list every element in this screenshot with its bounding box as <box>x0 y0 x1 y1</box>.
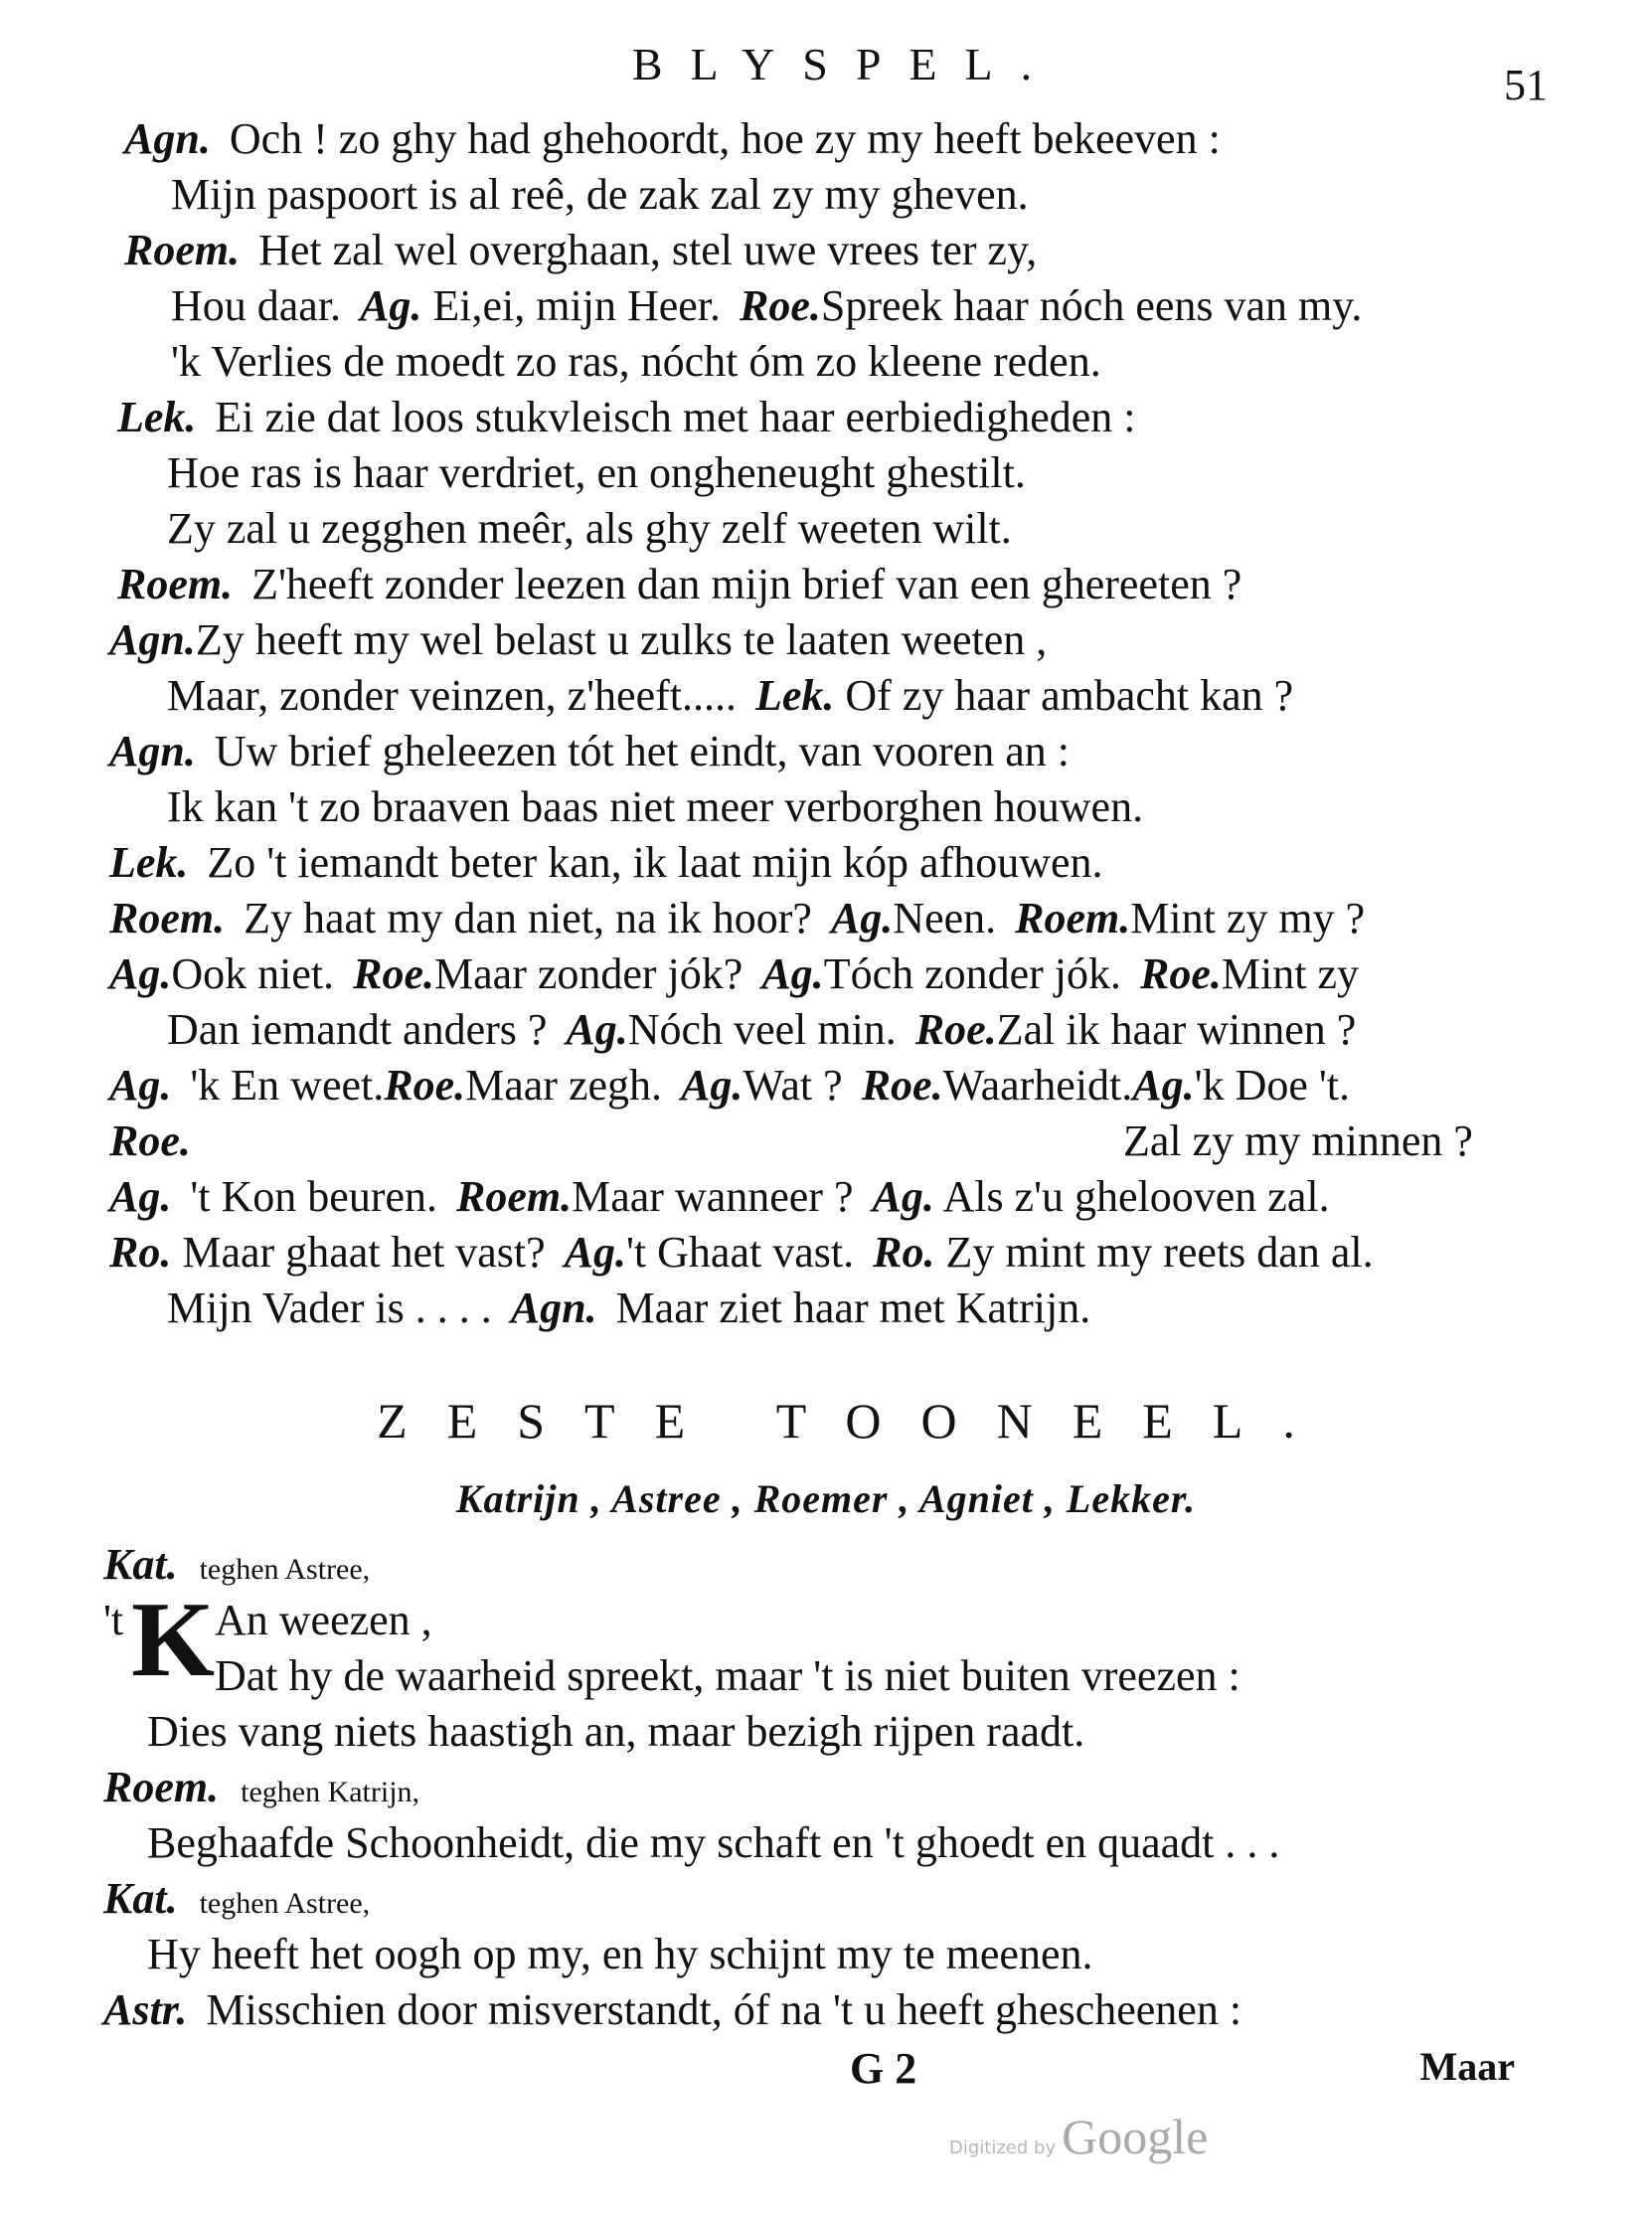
verse-text: 'k En weet. <box>190 1061 385 1110</box>
verse-text: Dan iemandt anders ? <box>167 1005 548 1054</box>
verse-text: Misschien door misverstandt, óf na 't u heeft ghescheenen : <box>206 1985 1242 2034</box>
verse-text: Waarheidt. <box>942 1061 1133 1110</box>
verse-text: Nóch veel min. <box>627 1005 897 1054</box>
speaker-label: Ag. <box>360 281 422 330</box>
speaker-label: Lek. <box>117 393 197 441</box>
verse-line <box>109 1058 1350 1113</box>
verse-text: 't Kon beuren. <box>190 1172 437 1221</box>
verse-text: Ei zie dat loos stukvleisch met haar eerbiedigheden : <box>215 393 1136 441</box>
verse-line <box>171 334 1101 390</box>
verse-text: Als z'u ghelooven zal. <box>942 1172 1330 1221</box>
verse-text: Zy heeft my wel belast u zulks te laaten weeten , <box>195 615 1048 664</box>
verse-text: Beghaafde Schoonheidt, die my schaft en 't ghoedt en quaadt . . . <box>147 1818 1280 1867</box>
verse-line <box>103 1871 370 1932</box>
verse-text: Spreek haar nóch eens van my. <box>820 281 1363 330</box>
speaker-label: Ag. <box>761 949 824 998</box>
speaker-label: Roem. <box>103 1763 220 1811</box>
speaker-label: Roe. <box>353 949 435 998</box>
verse-text: Hoe ras is haar verdriet, en ongheneught ghestilt. <box>167 448 1026 497</box>
verse-text: Mint zy my ? <box>1130 894 1366 942</box>
verse-line <box>103 1760 419 1820</box>
catchword: Maar <box>1419 2044 1515 2089</box>
google-logo: Google <box>1062 2109 1209 2164</box>
verse-text: Wat ? <box>743 1061 843 1110</box>
speaker-label: Roem. <box>124 226 241 274</box>
speaker-label: Ag. <box>1132 1061 1195 1110</box>
verse-text: Hy heeft het oogh op my, en hy schijnt my te meenen. <box>147 1930 1093 1978</box>
verse-line <box>167 779 1143 835</box>
verse-text: Zy mint my reets dan al. <box>945 1228 1374 1277</box>
verse-text: Maar ghaat het vast? <box>182 1228 546 1277</box>
verse-text: Ook niet. <box>171 949 335 998</box>
speaker-label: Roe. <box>914 1005 997 1054</box>
speaker-label: Ag. <box>830 894 894 942</box>
speaker-label: Roem. <box>109 894 226 942</box>
verse-text: Zo 't iemandt beter kan, ik laat mijn kóp afhouwen. <box>207 838 1103 887</box>
verse-line <box>109 724 1070 779</box>
verse-line <box>109 835 1103 891</box>
verse-text: Of zy haar ambacht kan ? <box>845 671 1294 720</box>
speaker-label: Agn. <box>109 615 196 664</box>
speaker-label: Ag. <box>109 1061 172 1110</box>
speaker-label: Agn. <box>124 114 211 163</box>
verse-text: Maar wanneer ? <box>572 1172 854 1221</box>
verse-line <box>167 445 1026 501</box>
verse-text: Mint zy <box>1221 949 1360 998</box>
verse-line <box>167 1281 1090 1336</box>
verse-line <box>109 891 1365 946</box>
scene-title: ZESTE TOONEEL. <box>377 1393 1335 1449</box>
speaker-label: Kat. <box>103 1874 178 1923</box>
page-number: 51 <box>1504 61 1548 109</box>
verse-line <box>147 1704 1084 1760</box>
digitization-watermark <box>949 2108 1208 2165</box>
verse-line <box>167 668 1293 724</box>
running-head: BLYSPEL. <box>631 39 1061 89</box>
verse-text: Zal zy my minnen ? <box>1123 1116 1473 1165</box>
speaker-label: Roem. <box>117 560 234 608</box>
verse-line <box>167 501 1012 557</box>
verse-line <box>171 278 1362 334</box>
speaker-label: Roe. <box>109 1116 191 1165</box>
verse-text: Dat hy de waarheid spreekt, maar 't is niet buiten vreezen : <box>215 1651 1240 1700</box>
verse-text: Maar zegh. <box>465 1061 663 1110</box>
verse-text: Z'heeft zonder leezen dan mijn brief van een ghereeten ? <box>251 560 1242 608</box>
speaker-label: Ag. <box>564 1228 626 1277</box>
verse-line <box>1123 1113 1473 1169</box>
verse-text: Dies vang niets haastigh an, maar bezigh rijpen raadt. <box>147 1707 1085 1756</box>
verse-text: 't <box>103 1596 124 1644</box>
speaker-label: Roe. <box>740 281 821 330</box>
speaker-label: Roe. <box>384 1061 466 1110</box>
verse-text: 'k Doe 't. <box>1194 1061 1351 1110</box>
verse-text: Neen. <box>893 894 997 942</box>
verse-text: Tóch zonder jók. <box>823 949 1122 998</box>
verse-line <box>103 1593 123 1648</box>
watermark-prefix: Digitized by <box>949 2138 1057 2158</box>
speaker-label: Lek. <box>755 671 835 720</box>
signature-mark: G 2 <box>850 2044 917 2093</box>
verse-line <box>147 1927 1092 1982</box>
verse-text: Ei,ei, mijn Heer. <box>432 281 722 330</box>
verse-text: Het zal wel overghaan, stel uwe vrees ter zy, <box>258 226 1038 274</box>
verse-text: Zal ik haar winnen ? <box>996 1005 1357 1054</box>
verse-text: Hou daar. <box>171 281 342 330</box>
verse-line <box>147 1815 1279 1871</box>
verse-text: Och ! zo ghy had ghehoordt, hoe zy my heeft bekeeven : <box>229 114 1221 163</box>
verse-text: Zy zal u zegghen meêr, als ghy zelf weeten wilt. <box>167 504 1012 553</box>
speaker-label: Ag. <box>566 1005 628 1054</box>
verse-text: Ik kan 't zo braaven baas niet meer verborghen houwen. <box>167 782 1144 831</box>
verse-text: Mijn Vader is . . . . <box>167 1283 492 1332</box>
speaker-label: Astr. <box>103 1985 188 2034</box>
speaker-label: Roe. <box>1140 949 1222 998</box>
speaker-label: Ag. <box>109 1172 172 1221</box>
verse-line <box>109 612 1047 668</box>
speaker-label: Ag. <box>109 949 172 998</box>
verse-text: Zy haat my dan niet, na ik hoor? <box>244 894 812 942</box>
verse-line <box>109 1169 1330 1225</box>
verse-text: Maar ziet haar met Katrijn. <box>615 1283 1091 1332</box>
speaker-label: Agn. <box>510 1283 597 1332</box>
stage-direction: teghen Astree, <box>199 1553 371 1586</box>
speaker-label: Roem. <box>456 1172 573 1221</box>
verse-text: 't Ghaat vast. <box>626 1228 855 1277</box>
verse-line <box>215 1648 1240 1704</box>
verse-text: Uw brief gheleezen tót het eindt, van vooren an : <box>214 727 1070 775</box>
speaker-label: Roem. <box>1015 894 1131 942</box>
speaker-label: Kat. <box>103 1540 178 1589</box>
verse-line <box>109 946 1359 1002</box>
drop-cap: K <box>131 1581 216 1699</box>
verse-line <box>124 111 1221 167</box>
verse-line <box>103 1982 1241 2038</box>
verse-line <box>167 1002 1356 1058</box>
verse-text: Maar zonder jók? <box>434 949 743 998</box>
verse-text: Mijn paspoort is al reê, de zak zal zy my gheven. <box>171 170 1029 219</box>
speaker-label: Lek. <box>109 838 189 887</box>
speaker-label: Ag. <box>872 1172 934 1221</box>
stage-direction: teghen Katrijn, <box>241 1776 420 1808</box>
verse-text: Maar, zonder veinzen, z'heeft..... <box>167 671 737 720</box>
speaker-label: Ro. <box>873 1228 935 1277</box>
verse-line <box>109 1113 191 1169</box>
verse-line <box>124 223 1037 278</box>
verse-line <box>109 1225 1374 1281</box>
verse-line <box>215 1593 432 1648</box>
speaker-label: Ag. <box>681 1061 743 1110</box>
verse-text: 'k Verlies de moedt zo ras, nócht óm zo kleene reden. <box>171 337 1101 386</box>
speaker-label: Agn. <box>109 727 196 775</box>
stage-direction: teghen Astree, <box>199 1887 371 1920</box>
speaker-label: Ro. <box>109 1228 172 1277</box>
verse-line <box>117 390 1136 445</box>
cast-list: Katrijn , Astree , Roemer , Agniet , Lekker. <box>455 1476 1197 1521</box>
verse-line <box>117 557 1241 612</box>
speaker-label: Roe. <box>861 1061 943 1110</box>
verse-text: An weezen , <box>215 1596 432 1644</box>
verse-line <box>171 167 1029 223</box>
